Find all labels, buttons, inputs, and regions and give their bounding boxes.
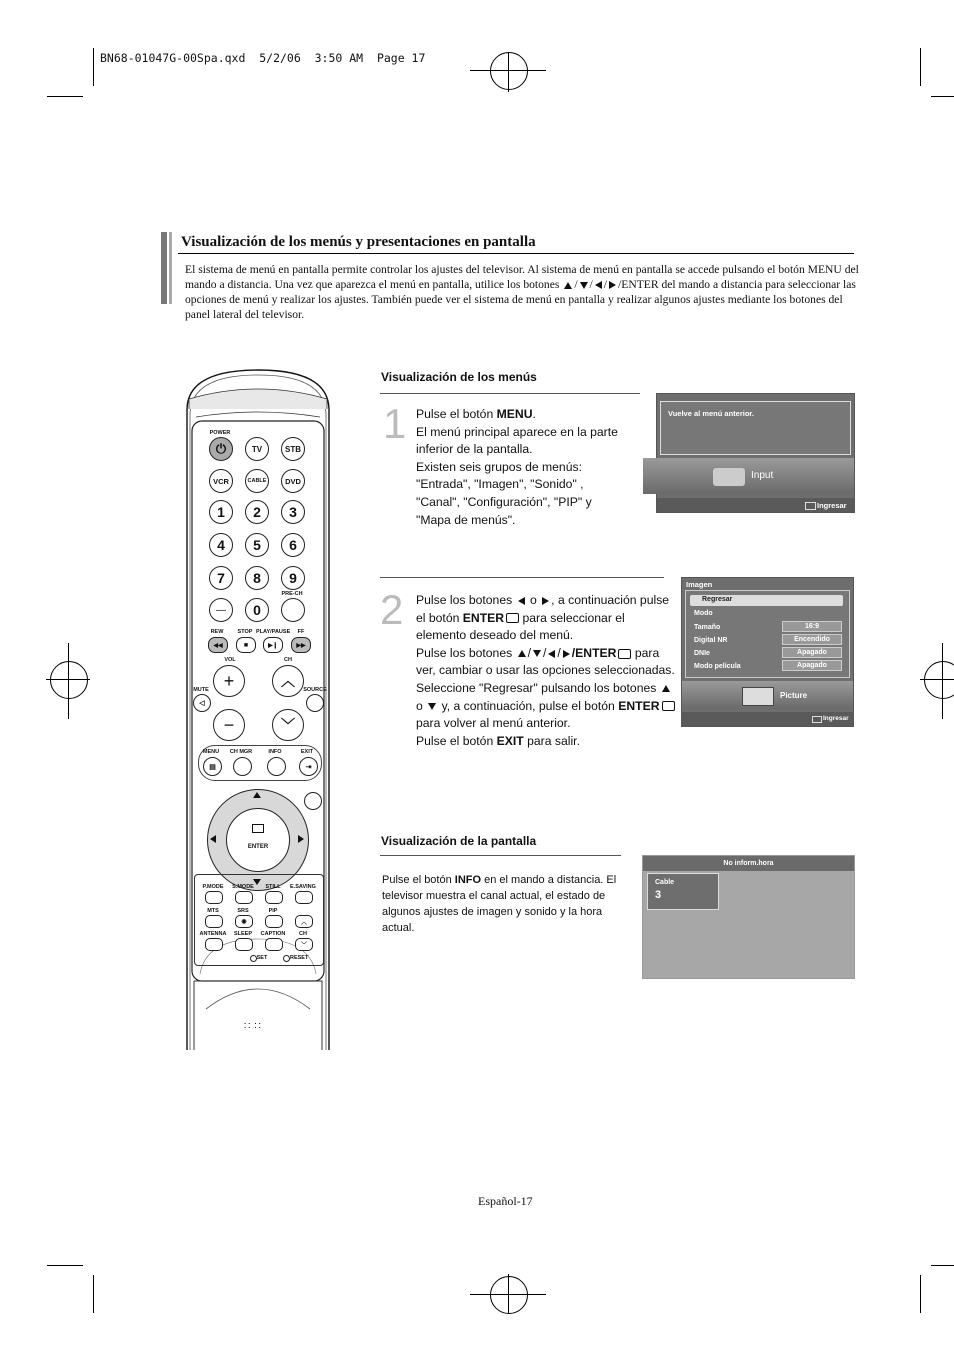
- power-button[interactable]: ⏻: [209, 437, 233, 461]
- osd-info-channel: 3: [655, 889, 662, 901]
- osd-info-channel-box: [647, 873, 719, 910]
- osd-menu-item: DNIe: [694, 650, 710, 657]
- crop-mark: [931, 1265, 954, 1266]
- osd-info-screenshot: [642, 855, 855, 979]
- section-accent-bar: [161, 232, 167, 304]
- crop-mark: [47, 96, 83, 97]
- power-label: POWER: [209, 430, 231, 436]
- left-arrow-icon: [595, 281, 602, 289]
- stop-label: STOP: [237, 629, 253, 635]
- reset-button[interactable]: [283, 955, 290, 962]
- vol-label: VOL: [224, 657, 236, 663]
- pmode-button[interactable]: [205, 891, 223, 904]
- menus-heading-rule: [380, 393, 640, 394]
- menus-heading: Visualización de los menús: [381, 370, 537, 384]
- osd-menu-value: 16:9: [782, 621, 842, 632]
- osd-tab-bar: [682, 681, 853, 709]
- osd-footer-label: Ingresar: [823, 715, 849, 722]
- info-label: INFO: [268, 749, 282, 755]
- esaving-button[interactable]: [295, 891, 313, 904]
- vcr-button[interactable]: VCR: [209, 469, 233, 493]
- pmode-label: P.MODE: [202, 884, 224, 890]
- prech-button[interactable]: [281, 598, 305, 622]
- menu-label: MENU: [202, 749, 220, 755]
- digit-6-button[interactable]: 6: [281, 533, 305, 557]
- tv-button[interactable]: TV: [245, 437, 269, 461]
- osd-menu-title: Imagen: [686, 580, 713, 589]
- mts-button[interactable]: [205, 915, 223, 928]
- exit-button[interactable]: ⇥: [299, 757, 318, 776]
- down-arrow-icon: [428, 703, 436, 710]
- digit-2-button[interactable]: 2: [245, 500, 269, 524]
- display-heading-rule: [380, 855, 621, 856]
- digit-4-button[interactable]: 4: [209, 533, 233, 557]
- stb-button[interactable]: STB: [281, 437, 305, 461]
- srs-label: SRS: [237, 908, 249, 914]
- osd-picture-screenshot: [681, 577, 854, 727]
- play-pause-button[interactable]: ▶❙: [263, 637, 283, 653]
- still-label: STILL: [265, 884, 281, 890]
- section-accent-bar: [169, 232, 172, 304]
- esaving-label: E.SAVING: [290, 884, 316, 890]
- digit-1-button[interactable]: 1: [209, 500, 233, 524]
- crop-mark: [47, 1265, 83, 1266]
- smode-button[interactable]: [235, 891, 253, 904]
- channel-down-button[interactable]: ﹀: [272, 709, 304, 741]
- mute-label: MUTE: [193, 687, 209, 693]
- digit-5-button[interactable]: 5: [245, 533, 269, 557]
- mute-button[interactable]: ◁: [193, 694, 211, 712]
- osd-menu-item: Modo: [694, 610, 713, 617]
- crop-mark: [920, 1275, 921, 1313]
- digit-7-button[interactable]: 7: [209, 566, 233, 590]
- enter-icon: [805, 502, 816, 510]
- osd-info-header-text: No inform.hora: [723, 860, 774, 867]
- dpad-up-icon[interactable]: [253, 792, 261, 798]
- crop-mark: [93, 48, 94, 86]
- osd-info-label: Cable: [655, 879, 675, 886]
- osd-menu-value: Apagado: [782, 647, 842, 658]
- antenna-button[interactable]: [205, 938, 223, 951]
- display-text: Pulse el botón INFO en el mando a distancia. El televisor muestra el canal actual, el estado de algunos ajustes de imagen y sonido y la hora actual.: [382, 874, 617, 934]
- up-arrow-icon: [662, 685, 670, 692]
- digit-8-button[interactable]: 8: [245, 566, 269, 590]
- right-arrow-icon: [609, 281, 616, 289]
- input-icon: [713, 468, 745, 486]
- set-label: SET: [256, 955, 268, 961]
- down-arrow-icon: [580, 282, 588, 289]
- remote-brand-dots: ∷∷: [244, 1021, 265, 1032]
- osd-tab-label: Picture: [780, 691, 808, 700]
- prech-label: PRE-CH: [281, 591, 303, 597]
- up-arrow-icon: [518, 650, 526, 657]
- osd-footer: [657, 498, 854, 512]
- enter-button[interactable]: [226, 808, 290, 872]
- info-button[interactable]: [267, 757, 286, 776]
- osd-menu-item: Tamaño: [694, 624, 721, 631]
- dvd-button[interactable]: DVD: [281, 469, 305, 493]
- caption-button[interactable]: [265, 938, 283, 951]
- intro-paragraph: El sistema de menú en pantalla permite controlar los ajustes del televisor. Al sistema de menú en pantalla se accede pulsando el botón MENU del mando a distancia. Una vez que aparezca el menú en pantalla, utilice los botones / / / /ENTER del mando a distancia para seleccionar las opciones de menú y realizar los ajustes. También puede ver el sistema de menú en pantalla y realizar algunos ajustes mediante los botones del panel lateral del televisor.: [185, 263, 859, 321]
- pip-ch-down-button[interactable]: ﹀: [295, 938, 313, 951]
- display-heading: Visualización de la pantalla: [381, 834, 537, 848]
- right-arrow-icon: [563, 650, 570, 658]
- osd-input-screenshot: [656, 393, 855, 513]
- source-button[interactable]: [306, 694, 324, 712]
- enter-icon: [618, 649, 631, 659]
- osd-menu-item: Digital NR: [694, 637, 728, 644]
- picture-icon: [742, 687, 774, 706]
- pip-button[interactable]: [265, 915, 283, 928]
- rew-label: REW: [210, 629, 224, 635]
- step-divider: [380, 577, 664, 578]
- osd-message: Vuelve al menú anterior.: [668, 409, 755, 418]
- crop-mark: [931, 96, 954, 97]
- enter-icon: [662, 701, 675, 711]
- remote-control: [186, 369, 330, 1051]
- enter-icon: [506, 613, 519, 623]
- title-rule: [178, 253, 854, 254]
- exit-label: EXIT: [300, 749, 314, 755]
- pip-label: PIP: [268, 908, 278, 914]
- antenna-label: ANTENNA: [199, 931, 227, 937]
- still-button[interactable]: [265, 891, 283, 904]
- volume-down-button[interactable]: −: [213, 709, 245, 741]
- digit-0-button[interactable]: 0: [245, 598, 269, 622]
- osd-footer-label: Ingresar: [817, 501, 847, 510]
- section-title: Visualización de los menús y presentaciones en pantalla: [181, 234, 536, 250]
- sleep-button[interactable]: [235, 938, 253, 951]
- osd-footer: [682, 712, 853, 726]
- osd-tab-label: Input: [751, 470, 774, 481]
- crop-mark: [920, 48, 921, 86]
- step-number: 1: [383, 400, 407, 447]
- left-arrow-icon: [548, 650, 555, 658]
- light-button[interactable]: [304, 792, 322, 810]
- menu-button[interactable]: ▤: [203, 757, 222, 776]
- enter-icon: [252, 824, 264, 833]
- sleep-label: SLEEP: [233, 931, 253, 937]
- play-pause-label: PLAY/PAUSE: [256, 629, 291, 635]
- digit-3-button[interactable]: 3: [281, 500, 305, 524]
- step1-text: Pulse el botón MENU. El menú principal aparece en la parte inferior de la pantalla. Existen seis grupos de menús: "Entrada", "Imagen", "Sonido" , "Canal", "Configuración", "PIP" y "Mapa de menús".: [416, 407, 618, 527]
- volume-up-button[interactable]: +: [213, 665, 245, 697]
- dpad-left-icon[interactable]: [210, 835, 216, 843]
- chmgr-button[interactable]: [233, 757, 252, 776]
- source-label: SOURCE: [303, 687, 327, 693]
- pip-ch-up-button[interactable]: ︿: [295, 915, 313, 928]
- osd-menu-item: Regresar: [702, 596, 733, 603]
- osd-tab-bar: [643, 458, 854, 494]
- osd-info-header: [643, 856, 854, 871]
- ff-label: FF: [297, 629, 305, 635]
- enter-label: ENTER: [247, 844, 269, 850]
- osd-menu-value: Apagado: [782, 660, 842, 671]
- right-arrow-icon: [542, 597, 549, 605]
- dpad-right-icon[interactable]: [298, 835, 304, 843]
- dash-button[interactable]: —: [209, 598, 233, 622]
- caption-label: CAPTION: [260, 931, 286, 937]
- down-arrow-icon: [533, 650, 541, 657]
- ch-label: CH: [284, 657, 292, 663]
- stop-button[interactable]: ■: [236, 637, 256, 653]
- osd-message-box: [660, 401, 851, 455]
- osd-menu-panel: [685, 590, 850, 678]
- left-arrow-icon: [518, 597, 525, 605]
- step-number: 2: [380, 586, 404, 633]
- pip-ch-label: CH: [299, 931, 307, 937]
- channel-up-button[interactable]: ︿: [272, 665, 304, 697]
- rew-button[interactable]: ◀◀: [208, 637, 228, 653]
- cable-button[interactable]: CABLE: [245, 469, 269, 493]
- srs-button[interactable]: ◉: [235, 915, 253, 928]
- crop-mark: [93, 1275, 94, 1313]
- print-slug: BN68-01047G-00Spa.qxd 5/2/06 3:50 AM Page 17: [100, 51, 426, 65]
- chmgr-label: CH MGR: [229, 749, 253, 755]
- reset-label: RESET: [290, 955, 309, 961]
- step2-text: Pulse los botones o , a continuación pulse el botón ENTER para seleccionar el elemento deseado del menú. Pulse los botones / / / /ENTER para ver, cambiar o usar las opciones seleccionadas. Seleccione "Regresar" pulsando los botones o y, a continuación, pulse el botón ENTER para volver al menú anterior. Pulse el botón EXIT para salir.: [416, 593, 675, 748]
- enter-icon: [812, 716, 822, 723]
- up-arrow-icon: [564, 282, 572, 289]
- osd-menu-item: Modo película: [694, 663, 741, 670]
- mts-label: MTS: [207, 908, 219, 914]
- digit-9-button[interactable]: 9: [281, 566, 305, 590]
- page-number: Español-17: [478, 1194, 533, 1208]
- ff-button[interactable]: ▶▶: [291, 637, 311, 653]
- osd-menu-value: Encendido: [782, 634, 842, 645]
- smode-label: S.MODE: [232, 884, 254, 890]
